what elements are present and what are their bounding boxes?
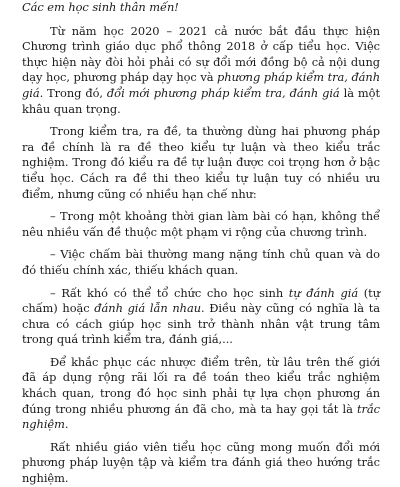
italic-text: đánh giá lẫn nhau — [94, 301, 201, 316]
text-run: . Trong đó, — [39, 85, 107, 100]
text-run: . Điều này cũng có nghĩa là ta chưa có cách giúp học sinh trở thành nhân vật trung tâm trong quá trình kiểm tra, đánh giá,... — [22, 301, 380, 347]
text-run: – Trong một khoảng thời gian làm bài có hạn, không thể nêu nhiều vấn đề thuộc một phạm vi rộng của chương trình. — [22, 209, 380, 239]
italic-text: đổi mới phương pháp kiểm tra, đánh giá — [106, 85, 340, 100]
bullet-paragraph — [22, 247, 380, 278]
paragraph — [22, 124, 380, 202]
greeting: Các em học sinh thân mến! — [22, 0, 179, 14]
italic-text: tự đánh giá — [288, 285, 359, 300]
bullet-paragraph — [22, 209, 380, 240]
italic-text: trắc nghiệm — [22, 401, 380, 432]
text-run: là một khâu quan trọng. — [22, 85, 380, 116]
bullet-paragraph — [22, 286, 380, 348]
text-run: – Việc chấm bài thường mang nặng tính chủ quan và do đó thiếu chính xác, thiếu khách quan. — [22, 247, 380, 277]
text-run: Rất nhiều giáo viên tiểu học cũng mong muốn đổi mới phương pháp luyện tập và kiểm tra đánh giá theo hướng trắc nghiệm. — [22, 439, 380, 486]
text-run: – Rất khó có thể tổ chức cho học sinh — [50, 285, 289, 300]
text-run: Trong kiểm tra, ra đề, ta thường dùng hai phương pháp ra đề chính là ra đề theo kiểu tự luận và theo kiểu trắc nghiệm. Trong đó kiểu ra đề tự luận được coi trọng hơn ở bậc tiểu học. Cách ra đề thi theo kiểu tự luận tuy có nhiều ưu điểm, nhưng cũng có nhiều hạn chế như: — [22, 124, 380, 201]
text-run: Từ năm học 2020 – 2021 cả nước bắt đầu thực hiện Chương trình giáo dục phổ thông 2018 ở cấp tiểu học. Việc thực hiện này đòi hỏi phải có sự đổi mới đồng bộ cả nội dung dạy học, phương pháp dạy học và — [22, 23, 380, 85]
paragraph — [22, 355, 380, 433]
italic-text: phương pháp kiểm tra, đánh giá — [22, 70, 380, 100]
text-run: Để khắc phục các nhược điểm trên, từ lâu trên thế giới đã áp dụng rộng rãi lối ra đề toán theo kiểu trắc nghiệm khách quan, trong đó học sinh phải tự lựa chọn phương án đúng trong nhiều phương án đã cho, mà ta hay gọi tắt là — [22, 354, 380, 416]
paragraph — [22, 24, 380, 118]
paragraph — [22, 440, 380, 487]
text-run: (tự chấm) hoặc — [22, 285, 380, 316]
document-body — [22, 24, 380, 487]
text-run: . — [64, 417, 69, 432]
